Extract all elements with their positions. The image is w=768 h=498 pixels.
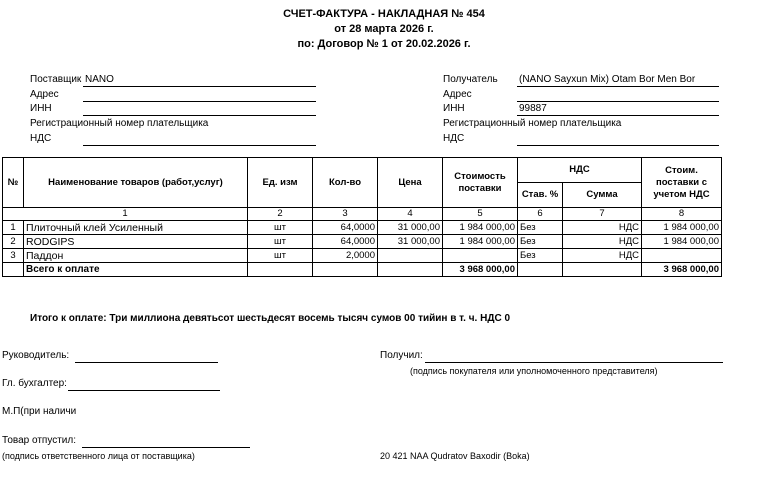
row-total: 1 984 000,00 [642,221,722,235]
col-number: 5 [443,208,518,221]
supplier-label: Поставщик [30,74,82,85]
stamp-label: М.П(при наличи [2,406,77,417]
row-name: RODGIPS [24,235,248,249]
recipient-name: (NANO Sayxun Mix) Otam Bor Men Bor [519,74,696,85]
received-label: Получил: [380,350,423,361]
col-number: 8 [642,208,722,221]
table-row [3,235,722,249]
document-title: СЧЕТ-ФАКТУРА - НАКЛАДНАЯ № 454 [283,8,485,20]
invoice-table [2,157,722,277]
accountant-sign-line [68,390,220,391]
supplier-inn-label: ИНН [30,103,52,114]
col-number: 6 [518,208,563,221]
col-number: 3 [313,208,378,221]
recipient-address-label: Адрес [443,89,472,100]
header-price: Цена [378,158,443,208]
received-sign-line [425,362,723,363]
row-total [642,249,722,263]
row-nds-rate: Без [518,235,563,249]
row-no: 2 [3,235,24,249]
table-row [3,249,722,263]
document-date: от 28 марта 2026 г. [334,23,434,35]
total-label: Всего к оплате [24,263,248,277]
row-name: Плиточный клей Усиленный [24,221,248,235]
total-row [3,263,722,277]
supplier-address-label: Адрес [30,89,59,100]
total-cost: 3 968 000,00 [443,263,518,277]
row-nds-sum: НДС [563,221,642,235]
row-qty: 64,0000 [313,235,378,249]
row-no: 3 [3,249,24,263]
row-total: 1 984 000,00 [642,235,722,249]
total-with-nds: 3 968 000,00 [642,263,722,277]
header-name: Наименование товаров (работ,услуг) [24,158,248,208]
proxy-info: 20 421 NAA Qudratov Baxodir (Boka) [380,451,530,461]
header-no: № [3,158,24,208]
recipient-nds-label: НДС [443,133,465,144]
row-nds-sum: НДС [563,235,642,249]
row-no: 1 [3,221,24,235]
row-unit: шт [248,221,313,235]
row-unit: шт [248,235,313,249]
recipient-reg-label: Регистрационный номер плательщика [443,118,622,129]
row-cost [443,249,518,263]
released-label: Товар отпустил: [2,435,76,446]
row-cost: 1 984 000,00 [443,235,518,249]
recipient-line [517,86,719,87]
col-number: 7 [563,208,642,221]
header-nds: НДС [518,158,642,183]
col-number: 1 [3,208,248,221]
supplier-address-line [83,101,316,102]
row-qty: 64,0000 [313,221,378,235]
recipient-inn: 99887 [519,103,547,114]
row-qty: 2,0000 [313,249,378,263]
document-contract: по: Договор № 1 от 20.02.2026 г. [297,38,471,50]
supplier-name: NANO [85,74,114,85]
row-unit: шт [248,249,313,263]
supplier-inn-line [83,115,316,116]
summary-text: Итого к оплате: Три миллиона девятьсот шестьдесят восемь тысяч сумов 00 тийин в т. ч. НДС 0 [30,313,511,324]
col-number: 2 [248,208,313,221]
header-qty: Кол-во [313,158,378,208]
recipient-nds-line [517,145,719,146]
col-number: 4 [378,208,443,221]
header-nds-rate: Став. % [518,183,563,208]
received-note: (подпись покупателя или уполномоченного представителя) [410,366,658,376]
accountant-label: Гл. бухгалтер: [2,378,67,389]
table-row [3,221,722,235]
header-unit: Ед. изм [248,158,313,208]
supplier-reg-label: Регистрационный номер плательщика [30,118,209,129]
recipient-inn-label: ИНН [443,103,465,114]
supplier-nds-label: НДС [30,133,52,144]
director-label: Руководитель: [2,350,70,361]
released-note: (подпись ответственного лица от поставщика) [2,451,195,461]
row-nds-rate: Без [518,249,563,263]
row-price: 31 000,00 [378,221,443,235]
column-numbers-row [3,208,722,221]
supplier-nds-line [83,145,316,146]
row-price: 31 000,00 [378,235,443,249]
header-nds-sum: Сумма [563,183,642,208]
header-cost: Стоимость поставки [443,158,518,208]
recipient-address-line [517,101,719,102]
row-nds-sum: НДС [563,249,642,263]
recipient-label: Получатель [443,74,498,85]
row-price [378,249,443,263]
released-sign-line [82,447,250,448]
row-cost: 1 984 000,00 [443,221,518,235]
header-total-with-nds: Стоим. поставки с учетом НДС [642,158,722,208]
row-name: Паддон [24,249,248,263]
supplier-line [83,86,316,87]
row-nds-rate: Без [518,221,563,235]
recipient-inn-line [517,115,719,116]
director-sign-line [75,362,218,363]
